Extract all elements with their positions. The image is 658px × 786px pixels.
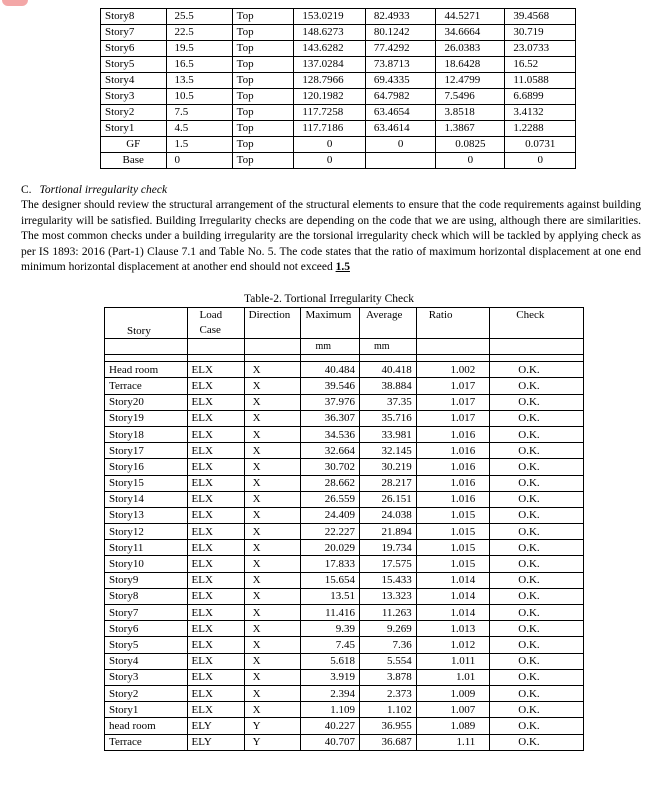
cell-maximum: 24.409	[301, 507, 360, 523]
cell-load-case: ELX	[187, 459, 244, 475]
cell-col5: 73.8713	[365, 57, 436, 73]
units-blank	[490, 339, 584, 355]
cell-height: 1.5	[166, 137, 232, 153]
cell-average: 32.145	[359, 443, 416, 459]
cell-maximum: 7.45	[301, 637, 360, 653]
cell-col7: 16.52	[505, 57, 576, 73]
cell-ratio: 1.016	[416, 426, 490, 442]
cell-col6: 44.5271	[436, 9, 505, 25]
cell-maximum: 22.227	[301, 524, 360, 540]
header-average: Average	[359, 308, 416, 339]
cell-average: 36.687	[359, 734, 416, 750]
cell-story: Story12	[105, 524, 188, 540]
cell-ratio: 1.016	[416, 491, 490, 507]
cell-location: Top	[232, 89, 294, 105]
cell-maximum: 9.39	[301, 621, 360, 637]
cell-location: Top	[232, 137, 294, 153]
cell-direction: X	[244, 702, 301, 718]
cell-average: 30.219	[359, 459, 416, 475]
cell-col7: 3.4132	[505, 105, 576, 121]
cell-average: 26.151	[359, 491, 416, 507]
cell-col5: 63.4654	[365, 105, 436, 121]
cell-story: GF	[101, 137, 167, 153]
table-row	[101, 121, 576, 137]
cell-load-case: ELX	[187, 669, 244, 685]
cell-direction: X	[244, 572, 301, 588]
cell-story: Terrace	[105, 378, 188, 394]
cell-check: O.K.	[490, 685, 584, 701]
cell-story: Story5	[101, 57, 167, 73]
table-row	[105, 685, 584, 701]
section-title: Tortional irregularity check	[39, 184, 168, 196]
cell-height: 16.5	[166, 57, 232, 73]
cell-col5	[365, 153, 436, 169]
cell-direction: X	[244, 669, 301, 685]
cell-ratio: 1.016	[416, 475, 490, 491]
cell-check: O.K.	[490, 475, 584, 491]
header-story: Story	[105, 308, 188, 339]
cell-maximum: 40.707	[301, 734, 360, 750]
cell-ratio: 1.002	[416, 362, 490, 378]
cell-ratio: 1.017	[416, 378, 490, 394]
cell-story: Story9	[105, 572, 188, 588]
cell-load-case: ELX	[187, 426, 244, 442]
cell-load-case: ELX	[187, 621, 244, 637]
cell-direction: X	[244, 443, 301, 459]
cell-story: Story3	[101, 89, 167, 105]
cell-col6: 0	[436, 153, 505, 169]
cell-maximum: 39.546	[301, 378, 360, 394]
table-row	[101, 153, 576, 169]
cell-ratio: 1.015	[416, 524, 490, 540]
cell-ratio: 1.014	[416, 572, 490, 588]
cell-direction: X	[244, 653, 301, 669]
cell-average: 3.878	[359, 669, 416, 685]
cell-story: Story11	[105, 540, 188, 556]
cell-check: O.K.	[490, 556, 584, 572]
cell-story: Story14	[105, 491, 188, 507]
cell-load-case: ELX	[187, 475, 244, 491]
cell-direction: X	[244, 491, 301, 507]
header-maximum: Maximum	[301, 308, 360, 339]
cell-ratio: 1.089	[416, 718, 490, 734]
cell-direction: X	[244, 540, 301, 556]
cell-height: 19.5	[166, 41, 232, 57]
units-blank	[244, 339, 301, 355]
cell-ratio: 1.015	[416, 540, 490, 556]
cell-direction: X	[244, 362, 301, 378]
cell-height: 13.5	[166, 73, 232, 89]
cell-check: O.K.	[490, 524, 584, 540]
cell-maximum: 37.976	[301, 394, 360, 410]
table-row	[105, 621, 584, 637]
cell-story: Story4	[101, 73, 167, 89]
cell-story: Story18	[105, 426, 188, 442]
cell-check: O.K.	[490, 669, 584, 685]
cell-check: O.K.	[490, 491, 584, 507]
torsional-irregularity-table	[104, 307, 584, 751]
cell-ratio: 1.015	[416, 556, 490, 572]
cell-maximum: 17.833	[301, 556, 360, 572]
cell-check: O.K.	[490, 394, 584, 410]
table-row	[105, 669, 584, 685]
cell-col4: 120.1982	[294, 89, 366, 105]
cell-load-case: ELX	[187, 637, 244, 653]
table-row	[101, 89, 576, 105]
header-direction: Direction	[244, 308, 301, 339]
cell-col6: 7.5496	[436, 89, 505, 105]
cell-col7: 0.0731	[505, 137, 576, 153]
cell-ratio: 1.016	[416, 443, 490, 459]
cell-story: Story7	[105, 605, 188, 621]
cell-ratio: 1.01	[416, 669, 490, 685]
cell-ratio: 1.11	[416, 734, 490, 750]
cell-col6: 3.8518	[436, 105, 505, 121]
table-row	[105, 491, 584, 507]
cell-maximum: 40.484	[301, 362, 360, 378]
cell-col5: 63.4614	[365, 121, 436, 137]
spacer-row	[105, 355, 584, 362]
table-row	[105, 475, 584, 491]
cell-direction: X	[244, 556, 301, 572]
table-caption: Table-2. Tortional Irregularity Check	[244, 293, 414, 305]
cell-direction: X	[244, 459, 301, 475]
cell-col5: 64.7982	[365, 89, 436, 105]
units-blank	[105, 339, 188, 355]
cell-maximum: 3.919	[301, 669, 360, 685]
cell-ratio: 1.016	[416, 459, 490, 475]
cell-maximum: 13.51	[301, 588, 360, 604]
cell-ratio: 1.009	[416, 685, 490, 701]
unit-average: mm	[359, 339, 416, 355]
cell-story: Story6	[105, 621, 188, 637]
cell-check: O.K.	[490, 378, 584, 394]
cell-average: 40.418	[359, 362, 416, 378]
table-row	[105, 540, 584, 556]
cell-maximum: 11.416	[301, 605, 360, 621]
cell-load-case: ELX	[187, 588, 244, 604]
page-corner-mark	[2, 0, 28, 6]
cell-maximum: 36.307	[301, 410, 360, 426]
cell-ratio: 1.017	[416, 394, 490, 410]
table-row	[105, 718, 584, 734]
cell-height: 7.5	[166, 105, 232, 121]
cell-maximum: 1.109	[301, 702, 360, 718]
cell-col5: 69.4335	[365, 73, 436, 89]
cell-col7: 11.0588	[505, 73, 576, 89]
cell-height: 4.5	[166, 121, 232, 137]
cell-col4: 148.6273	[294, 25, 366, 41]
cell-direction: X	[244, 394, 301, 410]
cell-story: Story8	[105, 588, 188, 604]
cell-load-case: ELY	[187, 718, 244, 734]
cell-load-case: ELX	[187, 556, 244, 572]
cell-story: Story5	[105, 637, 188, 653]
cell-load-case: ELX	[187, 685, 244, 701]
cell-check: O.K.	[490, 572, 584, 588]
cell-story: Story15	[105, 475, 188, 491]
cell-load-case: ELX	[187, 362, 244, 378]
cell-story: Base	[101, 153, 167, 169]
units-row	[105, 339, 584, 355]
cell-check: O.K.	[490, 605, 584, 621]
table-row	[101, 9, 576, 25]
cell-ratio: 1.017	[416, 410, 490, 426]
cell-average: 33.981	[359, 426, 416, 442]
cell-maximum: 5.618	[301, 653, 360, 669]
cell-average: 15.433	[359, 572, 416, 588]
cell-direction: X	[244, 507, 301, 523]
cell-ratio: 1.014	[416, 588, 490, 604]
cell-col6: 12.4799	[436, 73, 505, 89]
cell-height: 22.5	[166, 25, 232, 41]
cell-col5: 77.4292	[365, 41, 436, 57]
table-row	[105, 588, 584, 604]
cell-load-case: ELX	[187, 443, 244, 459]
cell-maximum: 2.394	[301, 685, 360, 701]
cell-maximum: 20.029	[301, 540, 360, 556]
table-row	[105, 459, 584, 475]
cell-col7: 6.6899	[505, 89, 576, 105]
cell-direction: X	[244, 475, 301, 491]
cell-average: 13.323	[359, 588, 416, 604]
cell-check: O.K.	[490, 459, 584, 475]
cell-load-case: ELX	[187, 507, 244, 523]
table-row	[101, 137, 576, 153]
cell-ratio: 1.015	[416, 507, 490, 523]
cell-average: 1.102	[359, 702, 416, 718]
cell-direction: X	[244, 621, 301, 637]
cell-maximum: 32.664	[301, 443, 360, 459]
cell-location: Top	[232, 9, 294, 25]
cell-col4: 117.7258	[294, 105, 366, 121]
cell-direction: X	[244, 685, 301, 701]
cell-load-case: ELX	[187, 605, 244, 621]
cell-col5: 82.4933	[365, 9, 436, 25]
table-row	[105, 394, 584, 410]
table-row	[105, 362, 584, 378]
cell-check: O.K.	[490, 621, 584, 637]
cell-ratio: 1.011	[416, 653, 490, 669]
cell-story: Story4	[105, 653, 188, 669]
cell-check: O.K.	[490, 426, 584, 442]
cell-average: 24.038	[359, 507, 416, 523]
cell-story: Story16	[105, 459, 188, 475]
cell-direction: Y	[244, 718, 301, 734]
story-displacement-table	[100, 8, 576, 169]
cell-average: 19.734	[359, 540, 416, 556]
table-row	[105, 653, 584, 669]
cell-story: Story20	[105, 394, 188, 410]
cell-story: Terrace	[105, 734, 188, 750]
cell-load-case: ELX	[187, 524, 244, 540]
cell-col7: 23.0733	[505, 41, 576, 57]
cell-story: Story3	[105, 669, 188, 685]
cell-height: 0	[166, 153, 232, 169]
paragraph-limit: 1.5	[335, 261, 350, 274]
table-header-row	[105, 308, 584, 339]
cell-location: Top	[232, 25, 294, 41]
cell-ratio: 1.007	[416, 702, 490, 718]
table-row	[105, 702, 584, 718]
cell-load-case: ELX	[187, 653, 244, 669]
cell-average: 36.955	[359, 718, 416, 734]
cell-direction: X	[244, 637, 301, 653]
cell-story: Story17	[105, 443, 188, 459]
cell-load-case: ELX	[187, 702, 244, 718]
table-row	[105, 605, 584, 621]
cell-average: 37.35	[359, 394, 416, 410]
cell-col4: 0	[294, 137, 366, 153]
cell-col4: 143.6282	[294, 41, 366, 57]
cell-check: O.K.	[490, 702, 584, 718]
cell-load-case: ELX	[187, 410, 244, 426]
section-letter: C.	[21, 184, 32, 196]
cell-average: 21.894	[359, 524, 416, 540]
cell-col7: 30.719	[505, 25, 576, 41]
cell-col7: 0	[505, 153, 576, 169]
cell-story: Story10	[105, 556, 188, 572]
cell-story: Story8	[101, 9, 167, 25]
cell-average: 7.36	[359, 637, 416, 653]
cell-story: head room	[105, 718, 188, 734]
table-row	[105, 734, 584, 750]
cell-direction: X	[244, 588, 301, 604]
cell-ratio: 1.014	[416, 605, 490, 621]
table-row	[105, 426, 584, 442]
cell-col6: 0.0825	[436, 137, 505, 153]
cell-average: 11.263	[359, 605, 416, 621]
table-row	[105, 637, 584, 653]
cell-col4: 117.7186	[294, 121, 366, 137]
header-check: Check	[490, 308, 584, 339]
cell-direction: X	[244, 524, 301, 540]
cell-location: Top	[232, 153, 294, 169]
table-row	[105, 572, 584, 588]
cell-direction: X	[244, 426, 301, 442]
cell-story: Story7	[101, 25, 167, 41]
header-ratio: Ratio	[416, 308, 490, 339]
section-heading	[21, 184, 167, 196]
cell-average: 5.554	[359, 653, 416, 669]
cell-col5: 0	[365, 137, 436, 153]
cell-direction: Y	[244, 734, 301, 750]
cell-col4: 153.0219	[294, 9, 366, 25]
cell-col7: 1.2288	[505, 121, 576, 137]
cell-maximum: 30.702	[301, 459, 360, 475]
cell-maximum: 28.662	[301, 475, 360, 491]
cell-maximum: 40.227	[301, 718, 360, 734]
table-row	[101, 73, 576, 89]
cell-location: Top	[232, 57, 294, 73]
table-row	[105, 443, 584, 459]
cell-story: Story2	[105, 685, 188, 701]
cell-maximum: 15.654	[301, 572, 360, 588]
cell-col6: 1.3867	[436, 121, 505, 137]
paragraph-text: The designer should review the structural arrangement of the structural elements to ensure that the code requirements against building irregularity will be satisfied. Building Irregularity checks are depending on the code that we are using, although there are similarities. The most common checks under a building irregularity are the torsional irregularity check which will be tackled by applying check as per IS 1893: 2016 (Part-1) Clause 7.1 and Table No. 5. The code states that the ratio of maximum horizontal displacement at one end minimum horizontal displacement at another end should not exceed	[21, 199, 641, 274]
cell-direction: X	[244, 410, 301, 426]
cell-col6: 26.0383	[436, 41, 505, 57]
cell-check: O.K.	[490, 507, 584, 523]
cell-location: Top	[232, 41, 294, 57]
cell-col4: 128.7966	[294, 73, 366, 89]
cell-check: O.K.	[490, 734, 584, 750]
cell-average: 35.716	[359, 410, 416, 426]
table-row	[101, 57, 576, 73]
cell-maximum: 26.559	[301, 491, 360, 507]
cell-col4: 137.0284	[294, 57, 366, 73]
cell-story: Story19	[105, 410, 188, 426]
cell-story: Story1	[101, 121, 167, 137]
table-row	[105, 524, 584, 540]
table-row	[101, 25, 576, 41]
cell-story: Head room	[105, 362, 188, 378]
cell-col7: 39.4568	[505, 9, 576, 25]
cell-check: O.K.	[490, 637, 584, 653]
cell-col6: 18.6428	[436, 57, 505, 73]
cell-location: Top	[232, 105, 294, 121]
cell-story: Story2	[101, 105, 167, 121]
cell-story: Story13	[105, 507, 188, 523]
cell-check: O.K.	[490, 410, 584, 426]
cell-check: O.K.	[490, 588, 584, 604]
cell-average: 9.269	[359, 621, 416, 637]
cell-check: O.K.	[490, 540, 584, 556]
cell-location: Top	[232, 121, 294, 137]
table-row	[105, 507, 584, 523]
cell-col5: 80.1242	[365, 25, 436, 41]
cell-ratio: 1.013	[416, 621, 490, 637]
cell-col6: 34.6664	[436, 25, 505, 41]
cell-height: 25.5	[166, 9, 232, 25]
cell-check: O.K.	[490, 718, 584, 734]
table-row	[105, 556, 584, 572]
cell-average: 28.217	[359, 475, 416, 491]
cell-maximum: 34.536	[301, 426, 360, 442]
cell-load-case: ELX	[187, 572, 244, 588]
cell-location: Top	[232, 73, 294, 89]
cell-height: 10.5	[166, 89, 232, 105]
table-row	[101, 105, 576, 121]
header-load-case: Load Case	[187, 308, 244, 339]
cell-average: 38.884	[359, 378, 416, 394]
cell-col4: 0	[294, 153, 366, 169]
table-row	[105, 378, 584, 394]
cell-load-case: ELX	[187, 394, 244, 410]
cell-story: Story1	[105, 702, 188, 718]
cell-load-case: ELX	[187, 378, 244, 394]
cell-load-case: ELY	[187, 734, 244, 750]
cell-check: O.K.	[490, 362, 584, 378]
cell-story: Story6	[101, 41, 167, 57]
section-paragraph	[21, 198, 641, 276]
unit-maximum: mm	[301, 339, 360, 355]
cell-check: O.K.	[490, 653, 584, 669]
cell-load-case: ELX	[187, 491, 244, 507]
cell-direction: X	[244, 605, 301, 621]
cell-average: 17.575	[359, 556, 416, 572]
table-row	[101, 41, 576, 57]
cell-check: O.K.	[490, 443, 584, 459]
units-blank	[416, 339, 490, 355]
cell-ratio: 1.012	[416, 637, 490, 653]
cell-load-case: ELX	[187, 540, 244, 556]
units-blank	[187, 339, 244, 355]
cell-average: 2.373	[359, 685, 416, 701]
cell-direction: X	[244, 378, 301, 394]
table-row	[105, 410, 584, 426]
